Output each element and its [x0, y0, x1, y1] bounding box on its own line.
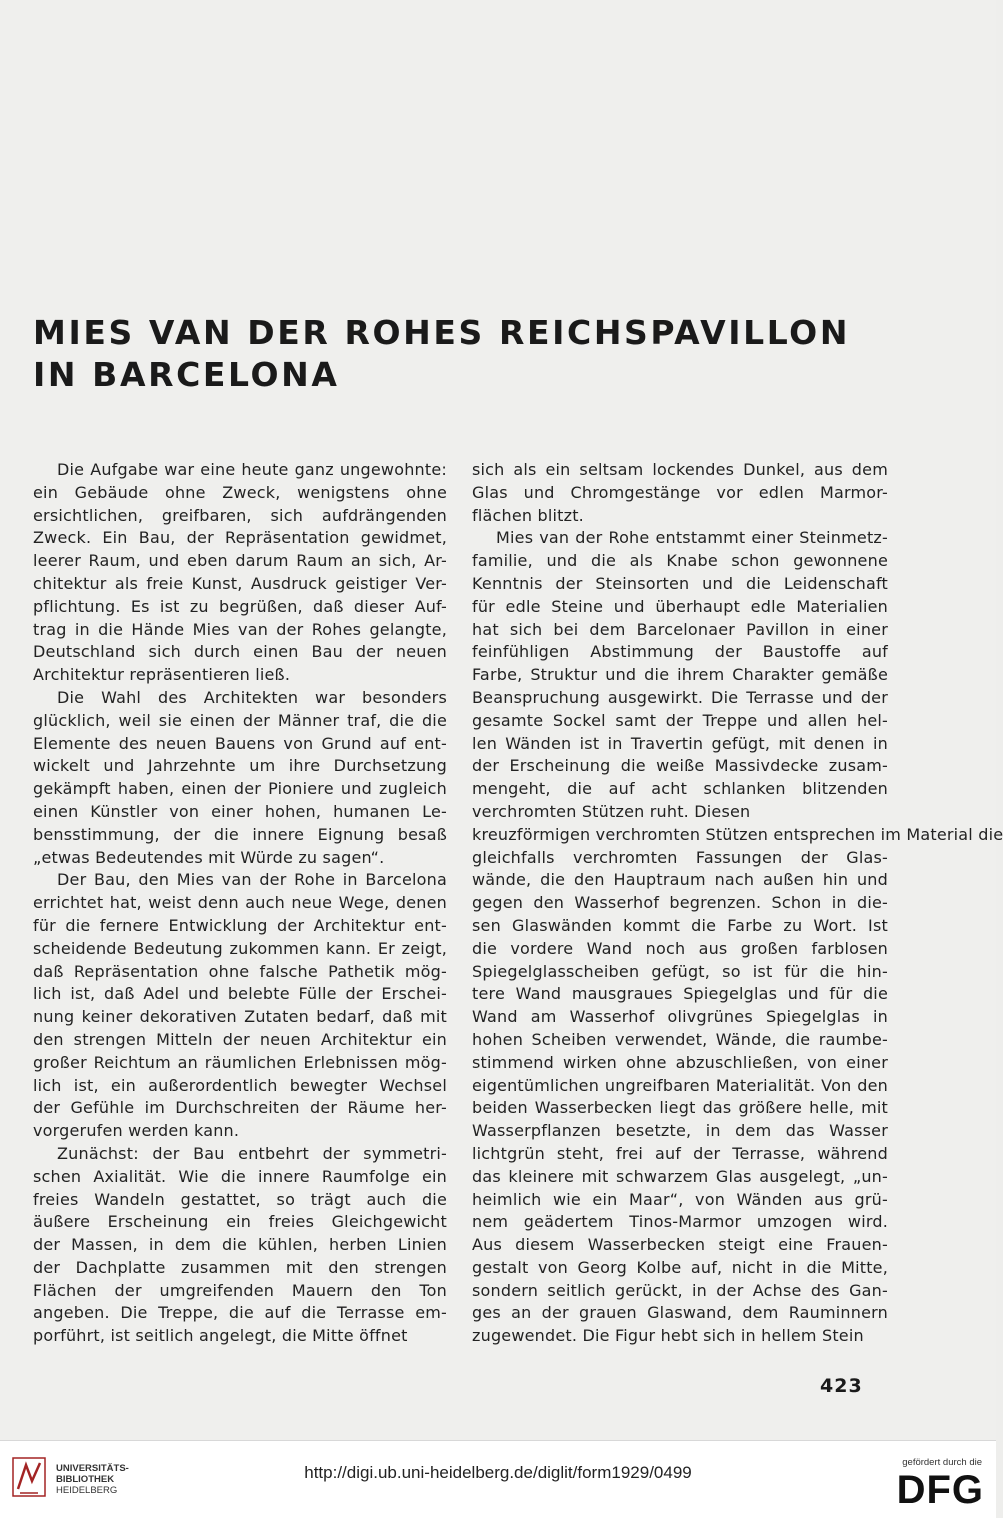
text-line: „etwas Bedeutendes mit Würde zu sagen“.	[33, 847, 385, 867]
text-line: Wasserpflanzen besetzte, in dem das Wasser	[472, 1121, 888, 1141]
text-line: ersichtlichen, greifbaren, sich aufdrängenden	[33, 505, 447, 525]
text-line: mengeht, die auf acht schlanken blitzenden	[472, 779, 888, 799]
sponsor-caption: gefördert durch die	[902, 1457, 982, 1468]
text-line: gleichfalls verchromten Fassungen der Glas-	[472, 847, 888, 867]
text-line: tere Wand mausgraues Spiegelglas und für die	[472, 984, 888, 1004]
text-line: der Dachplatte zusammen mit den strengen	[33, 1257, 447, 1277]
text-line: scheidende Bedeutung zukommen kann. Er zeigt,	[33, 938, 447, 958]
text-line: stimmend wirken ohne abzuschließen, von einer	[472, 1052, 888, 1072]
text-line: daß Repräsentation ohne falsche Pathetik mög-	[33, 961, 447, 981]
text-line: feinfühligen Abstimmung der Baustoffe auf	[472, 642, 888, 662]
text-line: pflichtung. Es ist zu begrüßen, daß dieser Auf-	[33, 596, 447, 616]
text-line: Deutschland sich durch einen Bau der neuen	[33, 642, 447, 662]
text-line: glücklich, weil sie einen der Männer traf, die die	[33, 710, 447, 730]
text-line: gestalt von Georg Kolbe auf, nicht in die Mitte,	[472, 1257, 888, 1277]
text-line: beiden Wasserbecken liegt das größere helle, mit	[472, 1098, 888, 1118]
text-line: der Gefühle im Durchschreiten der Räume her-	[33, 1098, 447, 1118]
text-line: Architektur repräsentieren ließ.	[33, 665, 291, 685]
text-line: der Erscheinung die weiße Massivdecke zusam-	[472, 756, 888, 776]
text-line: Die Aufgabe war eine heute ganz ungewohnte:	[57, 460, 447, 479]
text-line: Kenntnis der Steinsorten und die Leidenschaft	[472, 573, 888, 593]
text-line: Zunächst: der Bau entbehrt der symmetri-	[57, 1143, 447, 1163]
text-line: nem geädertem Tinos-Marmor umzogen wird.	[472, 1212, 888, 1232]
text-line: angeben. Die Treppe, die auf die Terrasse em-	[33, 1303, 447, 1323]
text-line: zugewendet. Die Figur hebt sich in hellem Stein	[472, 1326, 864, 1346]
text-line: ges an der grauen Glaswand, dem Rauminnern	[472, 1303, 888, 1323]
text-line: leerer Raum, und eben darum Raum an sich, Ar-	[33, 551, 447, 571]
text-line: Beanspruchung ausgewirkt. Die Terrasse und der	[472, 687, 888, 707]
text-line: lichtgrün steht, frei auf der Terrasse, während	[472, 1143, 888, 1163]
text-line: errichtet hat, weist denn auch neue Wege, denen	[33, 893, 447, 913]
text-line: Wand am Wasserhof olivgrünes Spiegelglas in	[472, 1007, 888, 1027]
text-line: Aus diesem Wasserbecken steigt eine Frauen-	[472, 1235, 888, 1255]
text-line: bensstimmung, der die innere Eignung besaß	[33, 824, 447, 844]
text-line: schen Axialität. Wie die innere Raumfolge ein	[33, 1166, 447, 1186]
text-line: Glas und Chromgestänge vor edlen Marmor-	[472, 482, 888, 502]
text-line: eigentümlichen ungreifbaren Materialität. Von den	[472, 1075, 888, 1095]
text-line: lich ist, daß Adel und belebte Fülle der Erschei-	[33, 984, 447, 1004]
text-line: hat sich bei dem Barcelonaer Pavillon in einer	[472, 619, 888, 639]
text-line: der Massen, in dem die kühlen, herben Linien	[33, 1235, 447, 1255]
text-line: den strengen Mitteln der neuen Architektur ein	[33, 1029, 447, 1049]
text-line: ein Gebäude ohne Zweck, wenigstens ohne	[33, 482, 447, 502]
text-line: lich ist, ein außerordentlich bewegter Wechsel	[33, 1075, 447, 1095]
text-line: vorgerufen werden kann.	[33, 1121, 240, 1141]
text-line: freies Wandeln gestattet, so trägt auch die	[33, 1189, 447, 1209]
article-title	[33, 312, 851, 396]
text-line: sen Glaswänden kommt die Farbe zu Wort. Ist	[472, 915, 888, 935]
text-line: nung keiner dekorativen Zutaten bedarf, daß mit	[33, 1007, 447, 1027]
library-line-1: UNIVERSITÄTS-	[56, 1463, 129, 1474]
text-line: Mies van der Rohe entstammt einer Steinmetz-	[496, 528, 888, 548]
page-number: 423	[820, 1375, 863, 1397]
text-line: heimlich wie ein Maar“, von Wänden aus grü-	[472, 1189, 888, 1209]
text-line: großer Reichtum an räumlichen Erlebnissen mög-	[33, 1052, 447, 1072]
text-line: Die Wahl des Architekten war besonders	[57, 687, 447, 707]
text-line: Elemente des neuen Bauens von Grund auf ent-	[33, 733, 447, 753]
title-line-1: MIES VAN DER ROHES REICHSPAVILLON	[33, 313, 851, 352]
text-line: Flächen der umgreifenden Mauern den Ton	[33, 1280, 447, 1300]
text-line: len Wänden ist in Travertin gefügt, mit denen in	[472, 733, 888, 753]
text-line: sondern seitlich gerückt, in der Achse des Gan-	[472, 1280, 888, 1300]
permalink-url[interactable]: http://digi.ub.uni-heidelberg.de/diglit/form1929/0499	[304, 1463, 692, 1482]
text-line: Der Bau, den Mies van der Rohe in Barcelona	[57, 870, 447, 890]
title-line-2: IN BARCELONA	[33, 355, 340, 394]
left-text-column	[33, 459, 447, 1348]
text-line: wickelt und Jahrzehnte um ihre Durchsetzung	[33, 756, 447, 776]
text-line: flächen blitzt.	[472, 505, 584, 525]
text-line: für die fernere Entwicklung der Architektur ent-	[33, 915, 447, 935]
library-line-3: HEIDELBERG	[56, 1485, 118, 1496]
text-line: gegen den Wasserhof begrenzen. Schon in die-	[472, 893, 888, 913]
text-line: trag in die Hände Mies van der Rohes gelangte,	[33, 619, 447, 639]
text-line: einen Künstler von einer hohen, humanen Le-	[33, 801, 447, 821]
right-text-column	[472, 459, 1003, 1348]
viewer-footer	[0, 1440, 996, 1518]
library-line-2: BIBLIOTHEK	[56, 1474, 115, 1485]
text-line: das kleinere mit schwarzem Glas ausgelegt, „un-	[472, 1166, 888, 1186]
text-line: wände, die den Hauptraum nach außen hin und	[472, 870, 888, 890]
text-line: Zweck. Ein Bau, der Repräsentation gewidmet,	[33, 528, 447, 548]
text-line: familie, und die als Knabe schon gewonnene	[472, 551, 888, 571]
text-line: verchromten Stützen ruht. Diesen	[472, 801, 751, 821]
dfg-logo: DFG	[896, 1468, 984, 1512]
text-line: Spiegelglasscheiben gefügt, so ist für die hin-	[472, 961, 888, 981]
text-line: Farbe, Struktur und die ihrem Charakter gemäße	[472, 665, 888, 685]
text-line: sich als ein seltsam lockendes Dunkel, aus dem	[472, 460, 888, 479]
text-line: die vordere Wand noch aus großen farblosen	[472, 938, 888, 958]
text-line: hohen Scheiben verwendet, Wände, die raumbe-	[472, 1029, 888, 1049]
text-line: gekämpft haben, einen der Pioniere und zugleich	[33, 779, 447, 799]
text-line: äußere Erscheinung ein freies Gleichgewicht	[33, 1212, 447, 1232]
text-line: gesamte Sockel samt der Treppe und allen hel-	[472, 710, 888, 730]
text-line: für edle Steine und überhaupt edle Materialien	[472, 596, 888, 616]
text-line: chitektur als freie Kunst, Ausdruck geistiger Ver-	[33, 573, 447, 593]
text-line: porführt, ist seitlich angelegt, die Mitte öffnet	[33, 1326, 408, 1346]
text-line: kreuzförmigen verchromten Stützen entsprechen im Material die	[472, 824, 1003, 844]
